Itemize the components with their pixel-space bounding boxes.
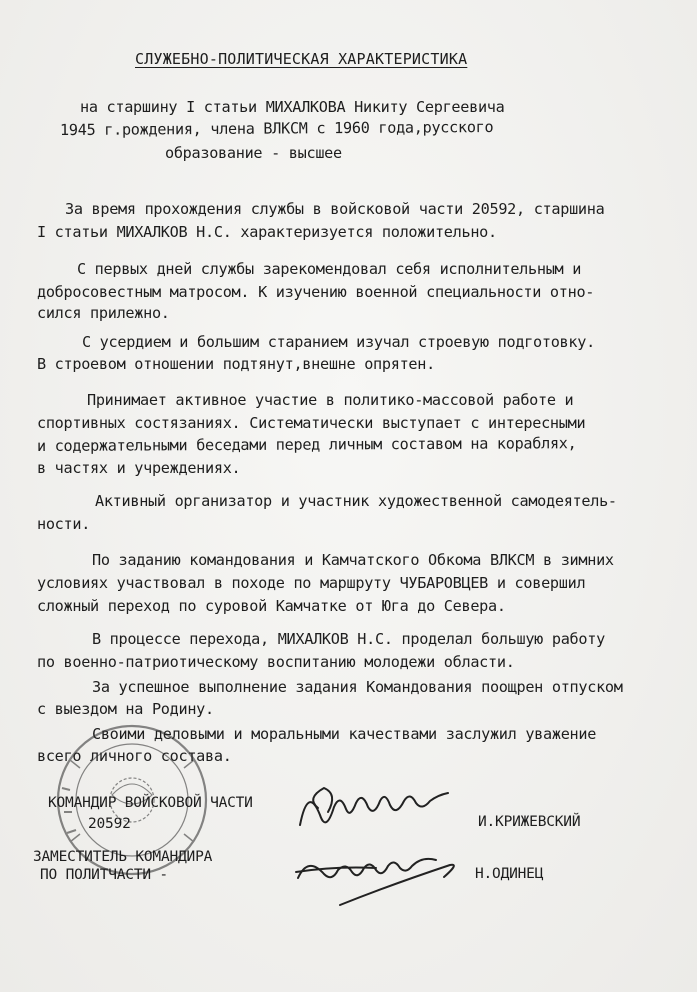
body-line-1: За время прохождения службы в войсковой части 20592, старшина xyxy=(65,200,605,218)
body-line-3: С первых дней службы зарекомендовал себя исполнительным и xyxy=(77,260,582,278)
body-line-15: условиях участвовал в походе по маршруту ЧУБАРОВЦЕВ и совершил xyxy=(37,574,586,592)
header-line-1: на старшину I статьи МИХАЛКОВА Никиту Сергеевича xyxy=(80,98,505,116)
body-line-14: По заданию командования и Камчатского Обкома ВЛКСМ в зимних xyxy=(92,551,614,569)
deputy-subtitle: ПО ПОЛИТЧАСТИ - xyxy=(40,867,168,883)
body-line-7: В строевом отношении подтянут,внешне опрятен. xyxy=(37,355,435,373)
body-line-4: добросовестным матросом. К изучению военной специальности отно- xyxy=(37,283,595,301)
body-line-17: В процессе перехода, МИХАЛКОВ Н.С. проделал большую работу xyxy=(92,630,605,648)
body-line-11: в частях и учреждениях. xyxy=(37,459,241,477)
body-line-18: по военно-патриотическому воспитанию молодежи области. xyxy=(37,653,515,671)
body-line-20: с выездом на Родину. xyxy=(37,700,214,718)
body-line-6: С усердием и большим старанием изучал строевую подготовку. xyxy=(82,333,595,351)
body-line-13: ности. xyxy=(37,515,91,533)
deputy-name: Н.ОДИНЕЦ xyxy=(475,866,544,882)
commander-unit: 20592 xyxy=(88,816,131,832)
document-title: СЛУЖЕБНО-ПОЛИТИЧЕСКАЯ ХАРАКТЕРИСТИКА xyxy=(135,50,468,68)
body-line-12: Активный организатор и участник художественной самодеятель- xyxy=(95,492,617,510)
commander-signature xyxy=(300,793,448,825)
deputy-title: ЗАМЕСТИТЕЛЬ КОМАНДИРА xyxy=(33,849,213,865)
body-line-10: и содержательными беседами перед личным составом на кораблях, xyxy=(36,434,577,455)
body-line-5: сился прилежно. xyxy=(37,304,170,322)
header-line-3: образование - высшее xyxy=(165,144,342,162)
body-line-8: Принимает активное участие в политико-массовой работе и xyxy=(87,391,574,409)
body-line-16: сложный переход по суровой Камчатке от Юга до Севера. xyxy=(37,597,506,615)
body-line-9: спортивных состязаниях. Систематически выступает с интересными xyxy=(37,414,586,432)
body-line-2: I статьи МИХАЛКОВ Н.С. характеризуется положительно. xyxy=(37,223,497,241)
header-line-2: 1945 г.рождения, члена ВЛКСМ с 1960 года,русского xyxy=(59,117,494,139)
commander-name: И.КРИЖЕВСКИЙ xyxy=(478,814,581,830)
body-line-19: За успешное выполнение задания Командования поощрен отпуском xyxy=(92,678,623,696)
body-line-22: всего личного состава. xyxy=(37,747,232,765)
body-line-21: Своими деловыми и моральными качествами заслужил уважение xyxy=(92,725,597,743)
commander-title: КОМАНДИР ВОЙСКОВОЙ ЧАСТИ xyxy=(48,795,253,811)
